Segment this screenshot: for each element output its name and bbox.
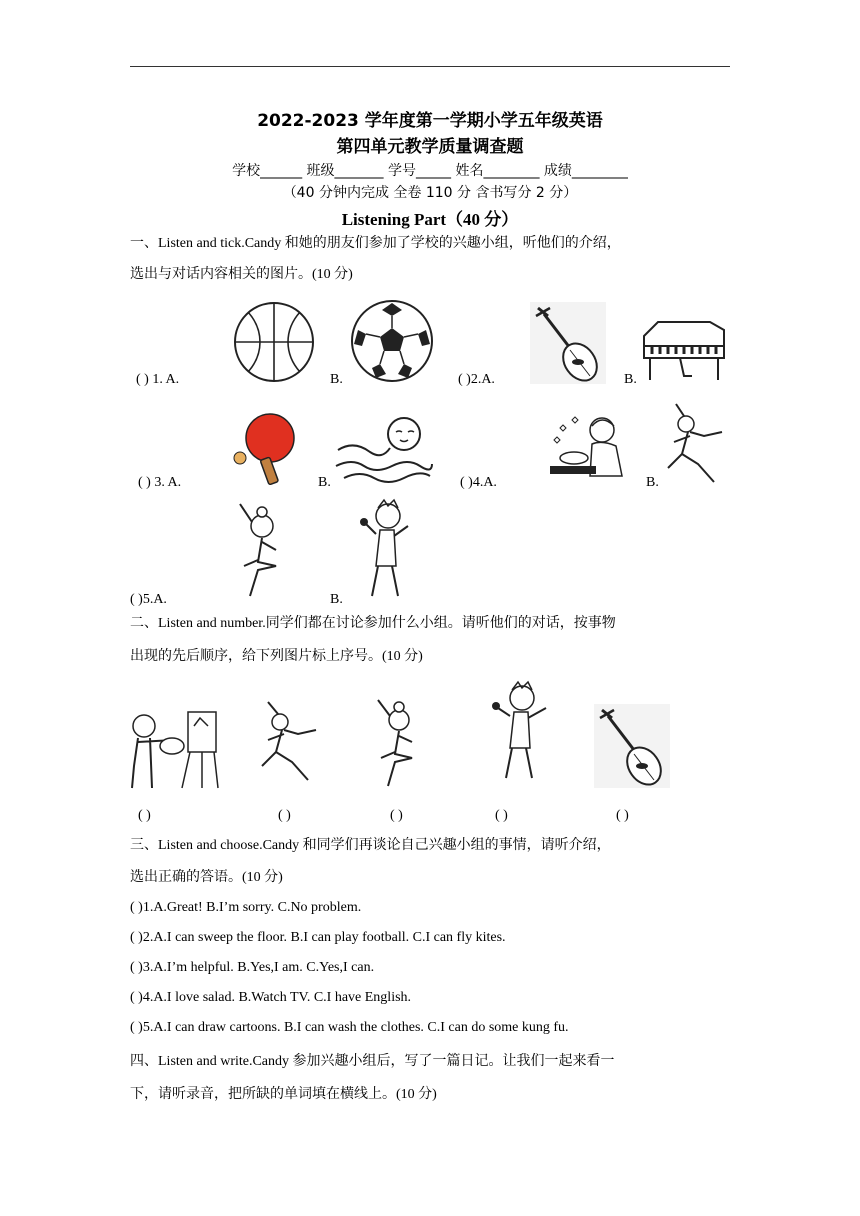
title-line-2: 第四单元教学质量调查题 <box>336 137 524 157</box>
order-blank-4[interactable]: ( ) <box>495 808 508 823</box>
question2-label: ( )2.A. <box>458 372 495 387</box>
part-title: Listening Part（40 分） <box>341 210 519 229</box>
section1-instruction-cont: 选出与对话内容相关的图片。(10 分) <box>130 267 353 282</box>
section2-instruction: 二、Listen and number.同学们都在讨论参加什么小组。请听他们的对话，按事物 <box>130 616 616 631</box>
singing-boy-icon <box>480 678 550 784</box>
question1-option-b: B. <box>330 372 343 387</box>
section3-instruction-cont: 选出正确的答语。(10 分) <box>130 870 283 885</box>
question4-label: ( )4.A. <box>460 475 497 490</box>
question3-option-b: B. <box>318 475 331 490</box>
question3-label: ( ) 3. A. <box>138 475 182 490</box>
section4-instruction: 四、Listen and write.Candy 参加兴趣小组后，写了一篇日记。让我们一起来看一 <box>130 1054 615 1069</box>
choice-question-1: ( )1.A.Great! B.I’m sorry. C.No problem. <box>130 900 362 915</box>
section3-instruction: 三、Listen and choose.Candy 和同学们再谈论自己兴趣小组的事情，请听介绍， <box>130 838 611 853</box>
choice-question-5: ( )5.A.I can draw cartoons. B.I can wash the clothes. C.I can do some kung fu. <box>130 1020 569 1035</box>
student-info-line: 学校______ 班级_______ 学号_____ 姓名________ 成绩________ <box>232 163 628 179</box>
kungfu-man-icon <box>664 402 728 488</box>
soccer-ball-icon <box>348 298 436 384</box>
time-score-line: （40 分钟内完成 全卷 110 分 含书写分 2 分） <box>282 185 578 201</box>
basketball-icon <box>232 300 316 384</box>
singing-boy-icon <box>348 496 412 602</box>
swimmer-icon <box>334 410 434 486</box>
question1-label: ( ) 1. A. <box>136 372 180 387</box>
title-line-1: 2022-2023 学年度第一学期小学五年级英语 <box>257 111 603 131</box>
order-blank-3[interactable]: ( ) <box>390 808 403 823</box>
dancing-girl-icon <box>366 696 432 790</box>
ping-pong-paddle-icon <box>230 408 296 488</box>
pipa-icon <box>594 704 670 788</box>
kungfu-man-icon <box>256 700 322 786</box>
order-blank-5[interactable]: ( ) <box>616 808 629 823</box>
section1-instruction: 一、Listen and tick.Candy 和她的朋友们参加了学校的兴趣小组，听他们的介绍， <box>130 236 621 251</box>
question5-label: ( )5.A. <box>130 592 167 607</box>
order-blank-2[interactable]: ( ) <box>278 808 291 823</box>
header-rule <box>130 66 730 67</box>
painting-boy-icon <box>128 706 220 790</box>
question4-option-b: B. <box>646 475 659 490</box>
section2-instruction-cont: 出现的先后顺序，给下列图片标上序号。(10 分) <box>130 649 423 664</box>
question2-option-b: B. <box>624 372 637 387</box>
choice-question-3: ( )3.A.I’m helpful. B.Yes,I am. C.Yes,I can. <box>130 960 375 975</box>
cooking-boy-icon <box>546 410 630 486</box>
order-blank-1[interactable]: ( ) <box>138 808 151 823</box>
pipa-icon <box>530 302 606 384</box>
choice-question-2: ( )2.A.I can sweep the floor. B.I can play football. C.I can fly kites. <box>130 930 506 945</box>
piano-icon <box>640 316 728 384</box>
question5-option-b: B. <box>330 592 343 607</box>
section4-instruction-cont: 下，请听录音，把所缺的单词填在横线上。(10 分) <box>130 1087 437 1102</box>
dancing-girl-icon <box>228 500 296 602</box>
choice-question-4: ( )4.A.I love salad. B.Watch TV. C.I have English. <box>130 990 412 1005</box>
